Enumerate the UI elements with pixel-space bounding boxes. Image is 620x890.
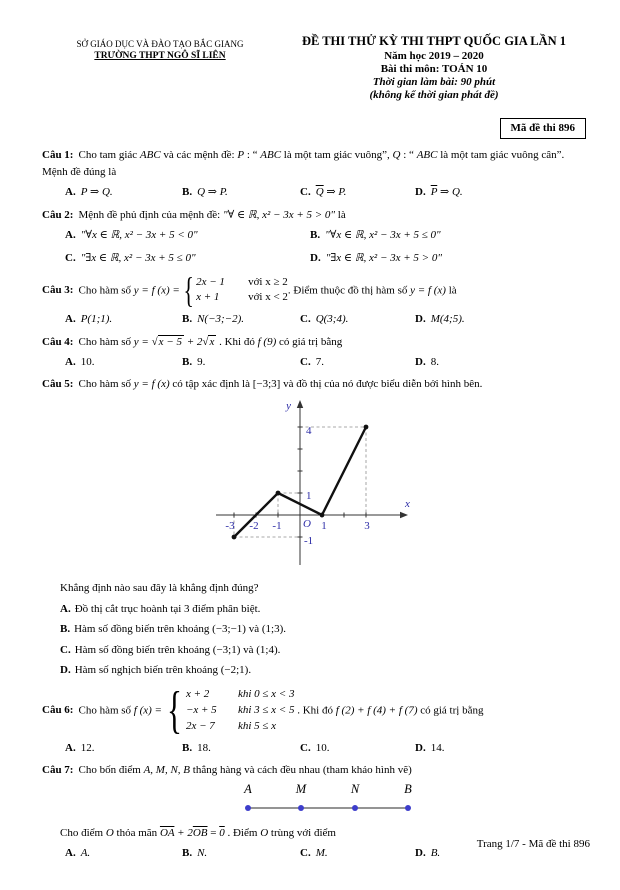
option-b xyxy=(182,184,300,201)
math-interval: [−3;3] xyxy=(252,378,281,391)
option-key: B. xyxy=(60,623,71,636)
piece-expression: x + 1 xyxy=(196,291,220,304)
question-text xyxy=(42,147,590,181)
option-text: Hàm số nghịch biến trên khoảng (−2;1). xyxy=(74,664,252,677)
point-label: A xyxy=(244,782,252,797)
text-segment: là một tam giác vuông”, xyxy=(281,149,393,161)
text-segment: là một tam giác vuông cân”. Mệnh đề đúng là xyxy=(42,149,565,179)
school-name: TRƯỜNG THPT NGÔ SĨ LIÊN xyxy=(94,51,226,61)
text-segment: và các mệnh đề: xyxy=(160,149,238,161)
question-text xyxy=(42,334,590,351)
text-segment: là xyxy=(335,208,346,221)
exam-header xyxy=(42,34,590,101)
option-text: 7. xyxy=(315,355,324,368)
option-text: Hàm số đồng biến trên khoảng (−3;−1) và (1;3). xyxy=(74,623,286,636)
math-formula: y = xyxy=(133,335,149,348)
page-info: Trang 1/7 - Mã đề thi 896 xyxy=(476,838,590,850)
radicand: x − 5 xyxy=(158,335,182,348)
option-b xyxy=(60,621,590,638)
question-number: Câu 4: xyxy=(42,335,74,348)
piece-condition: khi 0 ≤ x < 3 xyxy=(237,687,295,700)
option-key: B. xyxy=(182,355,193,368)
text-segment: thẳng hàng và cách đều nhau (tham khảo hình vẽ) xyxy=(190,764,412,777)
option-key: D. xyxy=(415,313,426,326)
option-c xyxy=(300,311,415,328)
point-label: N xyxy=(350,782,360,797)
piece-expression: 2x − 1 xyxy=(196,275,225,288)
math-var: Q xyxy=(392,149,401,161)
option-text: "∃x ∈ ℝ, x² − 3x + 5 > 0" xyxy=(325,251,442,264)
option-d xyxy=(415,184,590,201)
y-axis-arrow xyxy=(297,400,303,408)
question-text xyxy=(42,270,590,311)
option-text: 10. xyxy=(80,355,95,368)
option-text: N(−3;−2). xyxy=(197,313,245,326)
text-segment: Cho bốn điểm xyxy=(78,764,144,777)
text-segment: Cho hàm số xyxy=(78,378,134,391)
option-text: Q ⇒ P. xyxy=(197,186,228,199)
radicand: x xyxy=(209,335,215,348)
text-segment: trùng với điểm xyxy=(268,827,336,840)
piecewise-row xyxy=(196,290,288,306)
option-d xyxy=(60,662,590,679)
question-6 xyxy=(42,682,590,756)
option-text: 8. xyxy=(430,355,439,368)
piece-expression: −x + 5 xyxy=(185,703,217,716)
question-text xyxy=(42,682,590,740)
math-var: ABC xyxy=(260,149,282,161)
math-formula: "∀ ∈ ℝ, x² − 3x + 5 > 0" xyxy=(222,208,336,221)
piecewise-row xyxy=(186,719,295,735)
exam-duration: Thời gian làm bài: 90 phút xyxy=(372,76,496,88)
option-c xyxy=(300,184,415,201)
point-labels xyxy=(243,782,412,796)
option-text: "∀x ∈ ℝ, x² − 3x + 5 < 0" xyxy=(80,228,198,241)
text-segment: Cho điểm xyxy=(60,827,106,840)
option-key: C. xyxy=(300,355,311,368)
option-key: A. xyxy=(65,741,76,754)
option-a xyxy=(65,228,310,244)
math-formula: f (x) = xyxy=(133,704,162,717)
option-text: M. xyxy=(315,846,328,859)
option-text: M(4;5). xyxy=(430,313,465,326)
math-var: O xyxy=(105,827,114,840)
options-row xyxy=(65,311,590,328)
math-formula: y = f (x) xyxy=(133,378,170,391)
piecewise-rows xyxy=(186,687,295,735)
text-segment: . Điểm xyxy=(224,827,261,840)
question-1 xyxy=(42,147,590,201)
option-a xyxy=(60,601,590,618)
piece-condition: với x ≥ 2 xyxy=(248,275,288,288)
option-key: C. xyxy=(300,313,311,326)
x-tick-label: -2 xyxy=(249,520,259,533)
piece-expression: x + 2 xyxy=(185,687,210,700)
option-text: P(1;1). xyxy=(80,313,113,326)
exam-code: Mã đề thi 896 xyxy=(510,122,575,134)
option-b xyxy=(182,740,300,757)
options-row xyxy=(65,184,590,201)
question-number: Câu 6: xyxy=(42,704,74,717)
radical-sign: √ xyxy=(202,335,209,348)
options-row xyxy=(65,740,590,757)
option-key: C. xyxy=(60,643,71,656)
option-b xyxy=(182,354,300,371)
vector-OB: $\overline{OB}$ xyxy=(192,827,208,840)
option-text: Q(3;4). xyxy=(315,313,349,326)
square-root xyxy=(152,335,184,348)
text-segment: Cho hàm số xyxy=(78,335,134,348)
x-tick-label: -1 xyxy=(272,520,282,533)
option-key: C. xyxy=(65,251,76,264)
option-text: "∀x ∈ ℝ, x² − 3x + 5 ≤ 0" xyxy=(325,228,441,241)
piece-condition: với x < 2 xyxy=(248,291,288,304)
question-number: Câu 7: xyxy=(42,764,74,777)
text-segment: : “ xyxy=(244,149,261,161)
piecewise-row xyxy=(196,275,288,291)
option-a xyxy=(65,740,182,757)
option-text: 14. xyxy=(430,741,445,754)
option-a xyxy=(65,354,182,371)
math-formula: + 2 xyxy=(174,827,193,840)
y-tick-label: 1 xyxy=(306,490,312,503)
function-graph xyxy=(160,395,590,576)
option-key: C. xyxy=(300,186,311,199)
origin-label: O xyxy=(303,518,311,531)
option-text: Đồ thị cắt trục hoành tại 3 điểm phân biệt. xyxy=(74,602,261,615)
piecewise-rows xyxy=(196,275,288,307)
piece-expression: 2x − 7 xyxy=(185,719,215,732)
option-a xyxy=(65,184,182,201)
exam-subject: Bài thi môn: TOÁN 10 xyxy=(380,63,488,75)
option-text: 12. xyxy=(80,741,95,754)
option-text: A. xyxy=(80,846,91,859)
option-key: A. xyxy=(65,228,76,241)
option-key: B. xyxy=(182,741,193,754)
text-segment: . Khi đó xyxy=(216,335,258,348)
math-formula: f (2) + f (4) + f (7) xyxy=(335,704,418,717)
x-axis-label: x xyxy=(405,498,410,511)
math-var: ABC xyxy=(139,149,161,161)
options-row xyxy=(65,354,590,371)
school-year: Năm học 2019 – 2020 xyxy=(384,50,484,62)
option-key: D. xyxy=(310,251,321,264)
department-name: SỞ GIÁO DỤC VÀ ĐÀO TẠO BẮC GIANG xyxy=(76,39,244,49)
exam-code-box xyxy=(500,118,586,139)
text-segment: . Điểm thuộc đồ thị hàm số xyxy=(287,283,411,296)
option-key: D. xyxy=(415,741,426,754)
option-text: Hàm số đồng biến trên khoảng (−3;1) và (1;4). xyxy=(74,643,281,656)
option-b xyxy=(310,228,590,244)
option-d xyxy=(415,311,590,328)
math-formula: y = f (x) = xyxy=(133,283,180,296)
option-b xyxy=(182,311,300,328)
option-b xyxy=(182,845,300,862)
option-text: ⇒ P. xyxy=(323,186,347,199)
option-text: "∃x ∈ ℝ, x² − 3x + 5 ≤ 0" xyxy=(80,251,196,264)
vector-OA: $\overline{OA}$ xyxy=(159,827,175,840)
text-segment: Cho hàm số xyxy=(78,704,134,717)
exam-title: ĐỀ THI THỬ KỲ THI THPT QUỐC GIA LẦN 1 xyxy=(301,34,567,48)
option-a xyxy=(65,845,182,862)
y-tick-label: 4 xyxy=(306,425,312,438)
math-formula: + 2 xyxy=(186,335,203,348)
option-key: B. xyxy=(182,846,193,859)
exam-duration-note: (không kể thời gian phát đề) xyxy=(369,89,499,101)
piecewise-row xyxy=(186,687,295,703)
brace-glyph: { xyxy=(183,270,194,311)
option-key: C. xyxy=(300,741,311,754)
brace-glyph: { xyxy=(166,682,182,740)
y-axis-label: y xyxy=(286,400,291,413)
negated-var: $\overline{P}$ xyxy=(430,186,438,199)
exam-info-block xyxy=(278,34,590,101)
question-prompt xyxy=(60,580,590,597)
text-segment: : “ xyxy=(400,149,417,161)
option-c xyxy=(300,845,415,862)
text-segment: có tập xác định là xyxy=(169,378,253,391)
question-5 xyxy=(42,376,590,679)
option-d xyxy=(310,251,590,267)
figure-svg xyxy=(238,780,428,818)
y-tick-label: -1 xyxy=(304,535,314,548)
text-segment: = xyxy=(207,827,220,840)
question-text xyxy=(42,762,590,779)
option-key: D. xyxy=(415,355,426,368)
option-c xyxy=(65,251,310,267)
math-formula: y = f (x) xyxy=(410,283,446,296)
question-number: Câu 2: xyxy=(42,208,74,221)
text-segment: Khẳng định nào sau đây là khẳng định đúng? xyxy=(60,582,259,595)
question-text xyxy=(42,207,590,224)
text-segment: có giá trị bằng xyxy=(417,704,484,717)
text-segment: Cho hàm số xyxy=(78,283,134,296)
piecewise-function xyxy=(162,682,295,740)
option-d xyxy=(415,740,590,757)
text-segment: là xyxy=(445,283,457,296)
vector-zero: 0 xyxy=(219,827,225,840)
option-text: N. xyxy=(197,846,208,859)
question-number: Câu 3: xyxy=(42,283,74,296)
text-segment: và đồ thị của nó được biểu diễn bởi hình bên. xyxy=(280,378,483,391)
math-var: O xyxy=(260,827,269,840)
option-c xyxy=(300,740,415,757)
question-2 xyxy=(42,207,590,267)
math-formula: A, M, N, B xyxy=(143,764,191,777)
option-key: A. xyxy=(65,313,76,326)
option-text: 18. xyxy=(197,741,211,754)
x-tick-label: 1 xyxy=(321,520,327,533)
option-key: A. xyxy=(65,846,76,859)
option-key: B. xyxy=(182,313,193,326)
x-tick-label: -3 xyxy=(225,520,235,533)
radical-sign: √ xyxy=(151,335,158,348)
point-label: M xyxy=(295,782,307,797)
piece-condition: khi 5 ≤ x xyxy=(237,719,277,732)
option-text: ⇒ Q. xyxy=(437,186,463,199)
graph-labels xyxy=(225,400,410,547)
collinear-points-figure xyxy=(238,780,590,821)
option-a xyxy=(65,311,182,328)
piecewise-row xyxy=(186,703,295,719)
question-text xyxy=(42,376,590,393)
option-key: B. xyxy=(310,228,321,241)
piecewise-function xyxy=(180,270,288,311)
text-segment: . Khi đó xyxy=(294,704,336,717)
option-key: D. xyxy=(415,186,426,199)
text-segment: thỏa mãn xyxy=(113,827,160,840)
option-key: A. xyxy=(65,186,76,199)
question-number: Câu 5: xyxy=(42,378,74,391)
option-key: C. xyxy=(300,846,311,859)
option-key: D. xyxy=(415,846,426,859)
question-number: Câu 1: xyxy=(42,149,74,161)
square-root xyxy=(202,335,216,348)
option-text: 9. xyxy=(197,355,206,368)
graph-svg xyxy=(160,395,430,573)
page-footer xyxy=(477,838,590,850)
math-var: ABC xyxy=(416,149,438,161)
math-var: P xyxy=(237,149,245,161)
option-c xyxy=(60,642,590,659)
point-label: B xyxy=(404,782,412,797)
question-3 xyxy=(42,270,590,328)
negated-var: $\overline{Q}$ xyxy=(315,186,324,199)
question-list xyxy=(42,147,590,861)
question-4 xyxy=(42,334,590,371)
text-segment: có giá trị bằng xyxy=(276,335,343,348)
x-tick-label: 3 xyxy=(364,520,370,533)
option-text: B. xyxy=(430,846,441,859)
issuing-authority-block xyxy=(42,34,278,101)
math-formula: f (9) xyxy=(257,335,277,348)
option-key: B. xyxy=(182,186,193,199)
option-text: P ⇒ Q. xyxy=(80,186,113,199)
option-d xyxy=(415,354,590,371)
option-key: A. xyxy=(60,602,71,615)
option-key: D. xyxy=(60,664,71,677)
text-segment: Cho tam giác xyxy=(78,149,140,161)
text-segment: Mệnh đề phủ định của mệnh đề: xyxy=(78,208,223,221)
piece-condition: khi 3 ≤ x < 5 xyxy=(237,703,295,716)
option-c xyxy=(300,354,415,371)
option-text: 10. xyxy=(315,741,330,754)
options-grid xyxy=(65,228,590,267)
x-axis-arrow xyxy=(400,512,408,518)
option-key: A. xyxy=(65,355,76,368)
